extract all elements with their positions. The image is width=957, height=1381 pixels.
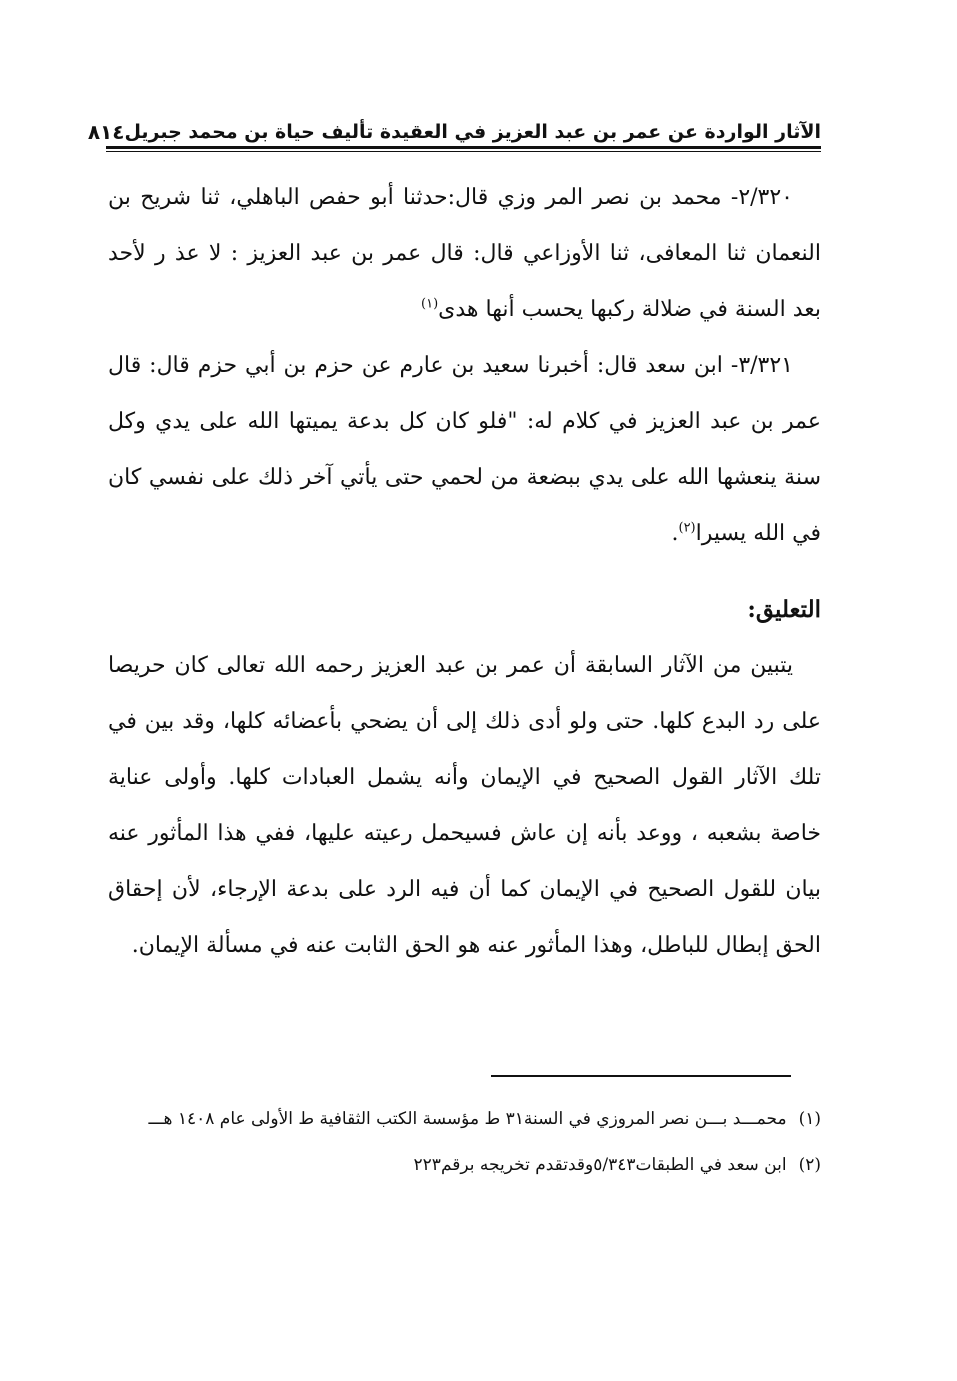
footnote-separator xyxy=(491,1075,791,1077)
footnote-2 xyxy=(108,1142,821,1188)
running-header xyxy=(87,112,821,146)
athar-paragraph-320 xyxy=(108,170,821,338)
header-rule-thick xyxy=(106,146,821,149)
athar-320-text: ٢/٣٢٠- محمد بن نصر المر وزي قال:حدثنا أبو حفص الباهلي، ثنا شريح بن النعمان ثنا المعافى، ثنا الأوزاعي قال: قال عمر بن عبد العزيز : لا عذ ر لأحد بعد السنة في ضلالة ركبها يحسب أنها هدى xyxy=(108,185,821,322)
footnote-ref-1: (١) xyxy=(421,296,439,312)
footnote-1-text: محمـــد بـــن نصر المروزي في السنة٣١ ط مؤسسة الكتب الثقافية ط الأولى عام ١٤٠٨ هـــ xyxy=(148,1109,787,1129)
footnotes xyxy=(108,1096,821,1188)
footnote-1 xyxy=(108,1096,821,1142)
footnote-ref-2: (٢) xyxy=(678,520,696,536)
athar-paragraph-321 xyxy=(108,338,821,562)
footnote-2-text: ابن سعد في الطبقات٥/٣٤٣وقدتقدم تخريجه برقم٢٢٣ xyxy=(413,1155,787,1175)
commentary-paragraph: يتبين من الآثار السابقة أن عمر بن عبد العزيز رحمه الله تعالى كان حريصا على رد البدع كلها. حتى ولو أدى ذلك إلى أن يضحي بأعضائه كلها، وقد بين في تلك الآثار القول الصحيح في الإيمان وأنه يشمل العبادات كلها. وأولى عناية خاصة بشعبه ، ووعد بأنه إن عاش فسيحمل رعيته عليها، ففي هذا المأثور عنه بيان للقول الصحيح في الإيمان كما أن فيه الرد على بدعة الإرجاء، لأن إحقاق الحق إبطال للباطل، وهذا المأثور عنه هو الحق الثابت عنه في مسألة الإيمان. xyxy=(108,653,821,958)
athar-321-text: ٣/٣٢١- ابن سعد قال: أخبرنا سعيد بن عارم عن حزم بن أبي حزم قال: قال عمر بن عبد العزيز في كلام له: "فلو كان كل بدعة يميتها الله على يدي وكل سنة ينعشها الله على يدي ببضعة من لحمي حتى يأتي آخر ذلك على نفسي كان في الله يسيرا xyxy=(108,353,821,546)
header-rule-thin xyxy=(106,151,821,152)
commentary-heading: التعليق: xyxy=(747,596,821,623)
running-header-title: الآثار الواردة عن عمر بن عبد العزيز في العقيدة تأليف حياة بن محمد جبريل xyxy=(124,121,821,143)
footnote-1-mark: (١) xyxy=(798,1109,821,1129)
main-text xyxy=(108,170,821,974)
footnote-2-mark: (٢) xyxy=(798,1155,821,1175)
page-number: ٨١٤ xyxy=(87,120,125,144)
athar-321-closing: . xyxy=(671,521,679,546)
